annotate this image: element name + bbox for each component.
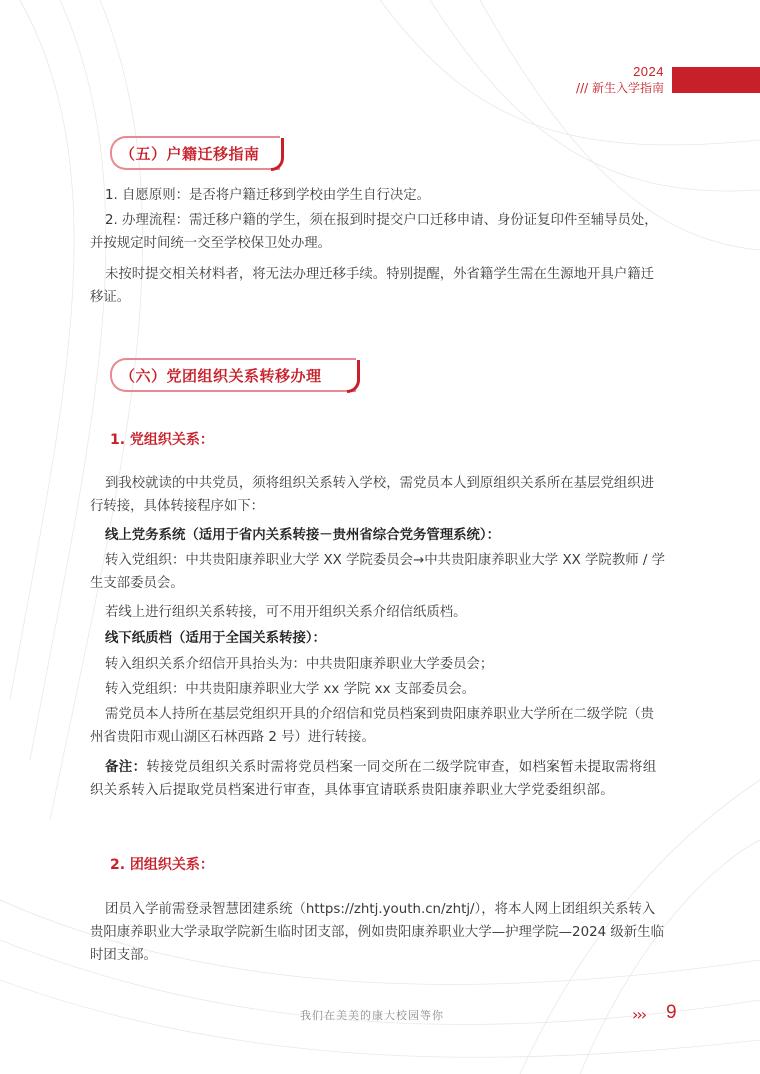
section-5-rule-2: 2. 办理流程：需迁移户籍的学生，须在报到时提交户口迁移申请、身份证复印件至辅导员处，并按规定时间统一交至学校保卫处办理。 bbox=[90, 213, 658, 251]
header-year: 2024 bbox=[633, 64, 664, 79]
offline-letter-title: 转入组织关系介绍信开具抬头为：中共贵阳康养职业大学委员会； bbox=[105, 657, 494, 672]
section-6-title bbox=[110, 358, 354, 392]
league-text: 团员入学前需登录智慧团建系统（https://zhtj.youth.cn/zhtj/），将本人网上团组织关系转入贵阳康养职业大学录取学院新生临时团支部，例如贵阳康养职业大学—护理学院—2024 级新生临时团支部。 bbox=[90, 902, 664, 963]
chevron-right-icon: ››› bbox=[632, 1005, 646, 1024]
section-5-title-text: （五）户籍迁移指南 bbox=[120, 144, 260, 163]
page-number: 9 bbox=[666, 1002, 677, 1023]
footer-slogan: 我们在美美的康大校园等你 bbox=[300, 1009, 444, 1022]
remark-label: 备注： bbox=[105, 760, 147, 775]
header-accent-bar bbox=[672, 67, 760, 93]
section-title-tail bbox=[271, 138, 284, 171]
section-5-reminder: 未按时提交相关材料者，将无法办理迁移手续。特别提醒，外省籍学生需在生源地开具户籍迁移证。 bbox=[90, 267, 655, 305]
offline-process: 需党员本人持所在基层党组织开具的介绍信和党员档案到贵阳康养职业大学所在二级学院（贵州省贵阳市观山湖区石林西路 2 号）进行转接。 bbox=[90, 707, 655, 745]
online-transfer-target: 转入党组织：中共贵阳康养职业大学 XX 学院委员会→中共贵阳康养职业大学 XX 学院教师 / 学生支部委员会。 bbox=[90, 553, 666, 591]
remark-text: 转接党员组织关系时需将党员档案一同交所在二级学院审查，如档案暂未提取需将组织关系转入后提取党员档案进行审查，具体事宜请联系贵阳康养职业大学党委组织部。 bbox=[90, 760, 657, 798]
header-subtitle: /// 新生入学指南 bbox=[576, 81, 664, 95]
remark-paragraph bbox=[90, 756, 666, 802]
section-5-rule-1: 1. 自愿原则：是否将户籍迁移到学校由学生自行决定。 bbox=[105, 188, 431, 203]
offline-transfer-target: 转入党组织：中共贵阳康养职业大学 xx 学院 xx 支部委员会。 bbox=[105, 682, 476, 697]
offline-heading: 线下纸质档（适用于全国关系转接）： bbox=[105, 631, 326, 646]
online-system-heading: 线上党务系统（适用于省内关系转接－贵州省综合党务管理系统）： bbox=[105, 528, 501, 543]
party-intro: 到我校就读的中共党员，须将组织关系转入学校，需党员本人到原组织关系所在基层党组织进行转接，具体转接程序如下： bbox=[90, 476, 655, 514]
league-relation-heading: 2. 团组织关系： bbox=[110, 857, 214, 873]
section-5-title bbox=[110, 136, 278, 170]
party-relation-heading: 1. 党组织关系： bbox=[110, 432, 214, 448]
section-6-title-text: （六）党团组织关系转移办理 bbox=[120, 366, 322, 385]
page-header bbox=[576, 64, 664, 96]
page-footer bbox=[0, 1002, 760, 1027]
online-note: 若线上进行组织关系转接，可不用开组织关系介绍信纸质档。 bbox=[105, 605, 467, 620]
section-title-tail bbox=[347, 360, 360, 393]
